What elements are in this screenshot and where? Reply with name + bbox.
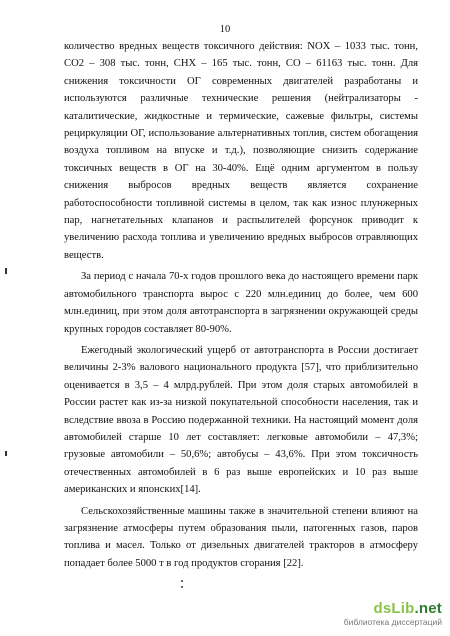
body-text xyxy=(64,38,418,572)
paragraph-1: количество вредных веществ токсичного действия: NOX – 1033 тыс. тонн, CO2 – 308 тыс. тонн, CHX – 165 тыс. тонн, СО – 61163 тыс. тонн. Для снижения токсичности ОГ современных двигателей разработаны и используются различные технические решения (нейтрализаторы - каталитические, жидкостные и термические, сажевые фильтры, системы рециркуляции ОГ, использование альтернативных топлив, систем обогащения воздуха топливом на впуске и т.д.), позволяющие снизить содержание токсичных веществ в ОГ на 30-40%. Ещё одним аргументом в пользу снижения выбросов вредных веществ является сохранение работоспособности топливной системы в целом, так как износ плунжерных пар, нагнетательных клапанов и распылителей форсунок приводит к увеличению расхода топлива и увеличению вредных выбросов отравляющих веществ. xyxy=(64,41,418,261)
scan-mark xyxy=(5,451,7,456)
page-number: 10 xyxy=(219,24,231,35)
scan-dot xyxy=(181,580,183,582)
paragraph-4: Сельскохозяйственные машины также в значительной степени влияют на загрязнение атмосферы путем образования пыли, патогенных газов, паров топлива и масел. Только от дизельных двигателей тракторов в атмосферу попадает более 5000 т в год продуктов сгорания [22]. xyxy=(64,505,418,569)
paragraph-2: За период с начала 70-х годов прошлого века до настоящего времени парк автомобильного транспорта вырос с 220 млн.единиц до более, чем 600 млн.единиц, при этом доля автотранспорта в загрязнении окружающей среды крупных городов составляет 80-90%. xyxy=(64,271,418,335)
scan-dot xyxy=(181,586,183,588)
paragraph-3: Ежегодный экологический ущерб от автотранспорта в России достигает величины 2-3% валового национального продукта [57], что приблизительно оценивается в 3,5 – 4 млрд.рублей. При этом доля старых автомобилей в России растет как из-за низкой покупательной способности населения, так и вследствие ввоза в Россию подержанной техники. На настоящий момент доля автомобилей старше 10 лет составляет: легковые автомобили – 47,3%; грузовые автомобили – 50,6%; автобусы – 43,6%. При этом токсичность отечественных автомобилей в 6 раз выше европейских и 10 раз выше американских и японских[14]. xyxy=(64,344,418,496)
site-subtitle: библиотека диссертаций xyxy=(343,617,442,627)
site-logo: dsLib.net xyxy=(373,600,442,617)
scan-mark xyxy=(5,268,7,274)
footer-watermark xyxy=(302,600,442,628)
